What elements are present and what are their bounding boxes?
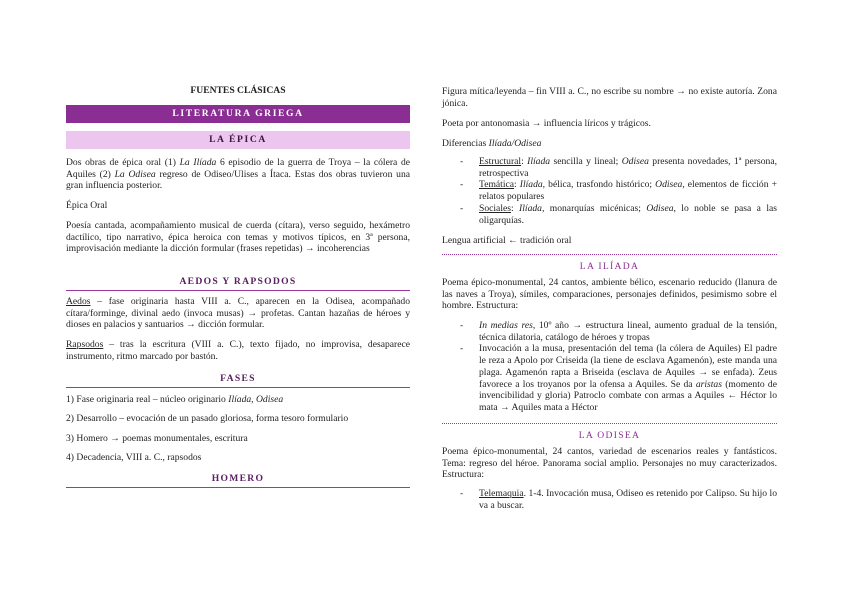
aedos-paragraph: [66, 296, 410, 331]
diff-italic: Ilíada,: [519, 179, 546, 191]
banner-literatura-griega: LITERATURA GRIEGA: [66, 105, 410, 123]
iliada-paragraph: Poema épico-monumental, 24 cantos, ambiente bélico, escenario reducido (llanura de las naves a Troya), símiles, comparaciones, personajes definidos, pesimismo sobre el hombre. Estructura:: [442, 277, 777, 312]
fase-1-text: 1) Fase originaria real – núcleo originario: [66, 394, 229, 405]
dash-bullet: -: [460, 179, 464, 191]
fase-4: 4) Decadencia, VIII a. C., rapsodos: [66, 452, 202, 463]
diff-term: Temática: [479, 179, 515, 191]
diff-text: :: [510, 202, 520, 214]
intro-text-1: Dos obras de épica oral (1): [66, 157, 180, 168]
dash-bullet: -: [460, 156, 464, 167]
diff-italic: Ilíada: [519, 202, 542, 214]
telemaquia-term: Telemaquia: [479, 488, 524, 499]
diferencias-label: [442, 138, 777, 150]
list-item: [442, 203, 777, 226]
iliada-item-text: Invocación a la musa, presentación del tema (la cólera de Aquiles) El padre le reza a Apolo por Criseida (la tiene de esclava Agamenón), este manda una plaga. Agamenón rapta a Briseida (esclava de Aquiles → se enfada). Zeus favorece a los troyanos por la ofensa a Aquiles. Se da: [479, 343, 777, 390]
rapsodos-paragraph: [66, 339, 410, 362]
list-item: [442, 179, 777, 202]
heading-la-odisea: LA ODISEA: [442, 423, 777, 442]
diferencias-text: Diferencias: [442, 138, 489, 149]
fase-2: 2) Desarrollo – evocación de un pasado gloriosa, forma tesoro formulario: [66, 413, 349, 424]
diff-text: :: [521, 156, 528, 167]
aedos-text: – fase originaria hasta VIII a. C., aparecen en la Odisea, acompañado cítara/forminge, divinal aedo (invoca musas) → profetas. Cantan hazañas de héroes y dioses en palacios y santuarios → dicción formular.: [66, 296, 410, 331]
intro-odisea: La Odisea: [114, 168, 156, 180]
iliada-list: [442, 320, 777, 414]
fase-1-italic: Ilíada, Odisea: [228, 394, 284, 405]
odisea-paragraph: Poema épico-monumental, 24 cantos, variedad de escenarios reales y fantásticos. Tema: regreso del héroe. Panorama social amplio. Personajes no muy caracterizados. Estructura:: [442, 446, 777, 481]
diff-text: presenta novedades, 1ª persona, retrospectiva: [479, 156, 777, 179]
list-item: [442, 343, 777, 413]
document-title: FUENTES CLÁSICAS: [190, 85, 286, 96]
odisea-item-text: . 1-4. Invocación musa, Odiseo es retenido por Calipso. Su hijo lo va a buscar.: [479, 488, 777, 511]
diff-italic: Odisea: [655, 179, 683, 191]
homero-paragraph-1: Figura mítica/leyenda – fin VIII a. C., no escribe su nombre → no existe autoría. Zona jónica.: [442, 86, 777, 109]
aristas-italic: aristas: [695, 378, 722, 390]
dash-bullet: -: [460, 202, 464, 214]
list-item: [442, 156, 777, 179]
intro-paragraph: [66, 157, 410, 192]
epica-oral-label: Épica Oral: [66, 200, 108, 211]
fase-3: 3) Homero → poemas monumentales, escritura: [66, 433, 248, 444]
diff-italic: Ilíada: [527, 156, 551, 167]
in-medias-res: In medias res: [479, 320, 533, 331]
heading-fases: FASES: [66, 373, 410, 388]
fase-1: [66, 394, 410, 406]
rapsodos-term: Rapsodos: [66, 339, 104, 350]
list-item: [442, 488, 777, 511]
list-item: [442, 320, 777, 343]
banner-la-epica: LA ÉPICA: [66, 131, 410, 149]
odisea-list: [442, 488, 777, 511]
heading-la-iliada: LA ILÍADA: [442, 254, 777, 273]
lengua-artificial: Lengua artificial ← tradición oral: [442, 235, 572, 246]
homero-paragraph-2: Poeta por antonomasia → influencia líricos y trágicos.: [442, 118, 651, 129]
iliada-item-text: (momento de invencibilidad y gloria) Patroclo combate con armas a Aquiles ← Héctor lo mata → Aquiles mata a Héctor: [479, 378, 777, 413]
diff-italic: Odisea: [621, 156, 649, 167]
diff-text: sencilla y lineal;: [550, 156, 622, 167]
diff-text: , elementos de ficción + relatos populares: [479, 179, 777, 203]
heading-homero: HOMERO: [66, 473, 410, 488]
diferencias-list: [442, 156, 777, 226]
diff-text: bélica, trasfondo histórico;: [545, 179, 656, 191]
dash-bullet: -: [460, 320, 464, 331]
rapsodos-text: – tras la escritura (VIII a. C.), texto fijado, no improvisa, desaparece instrumento, ritmo marcado por bastón.: [66, 339, 410, 362]
intro-text-2: 6 episodio de la guerra de Troya – la cólera de Aquiles (2): [66, 157, 411, 180]
diferencias-italic: Ilíada/Odisea: [488, 138, 542, 149]
diff-text: , monarquías micénicas;: [541, 202, 647, 214]
diff-term: Sociales: [479, 202, 511, 214]
intro-text-3: regreso de Odiseo/Ulises a Ítaca. Estas dos obras tuvieron una gran influencia posterior.: [66, 168, 410, 192]
aedos-term: Aedos: [66, 296, 91, 307]
diff-term: Estructural: [479, 156, 522, 167]
intro-iliada: La Ilíada: [179, 157, 217, 168]
diff-text: , lo noble se pasa a las oligarquías.: [479, 202, 777, 226]
heading-aedos-rapsodos: AEDOS Y RAPSODOS: [66, 276, 410, 291]
dash-bullet: -: [460, 343, 464, 355]
diff-italic: Odisea: [646, 202, 674, 214]
epica-oral-paragraph: Poesía cantada, acompañamiento musical de cuerda (cítara), verso seguido, hexámetro dactílico, tipo narrativo, épica heroica con temas y motivos típicos, en 3ª persona, improvisación mediante la dicción formular (frases repetidas) → incoherencias: [66, 220, 410, 255]
iliada-item-text: , 10º año → estructura lineal, aumento gradual de la tensión, técnica dilatoria, catálogo de héroes y tropas: [479, 320, 777, 343]
diff-text: :: [514, 179, 520, 191]
dash-bullet: -: [460, 488, 464, 499]
